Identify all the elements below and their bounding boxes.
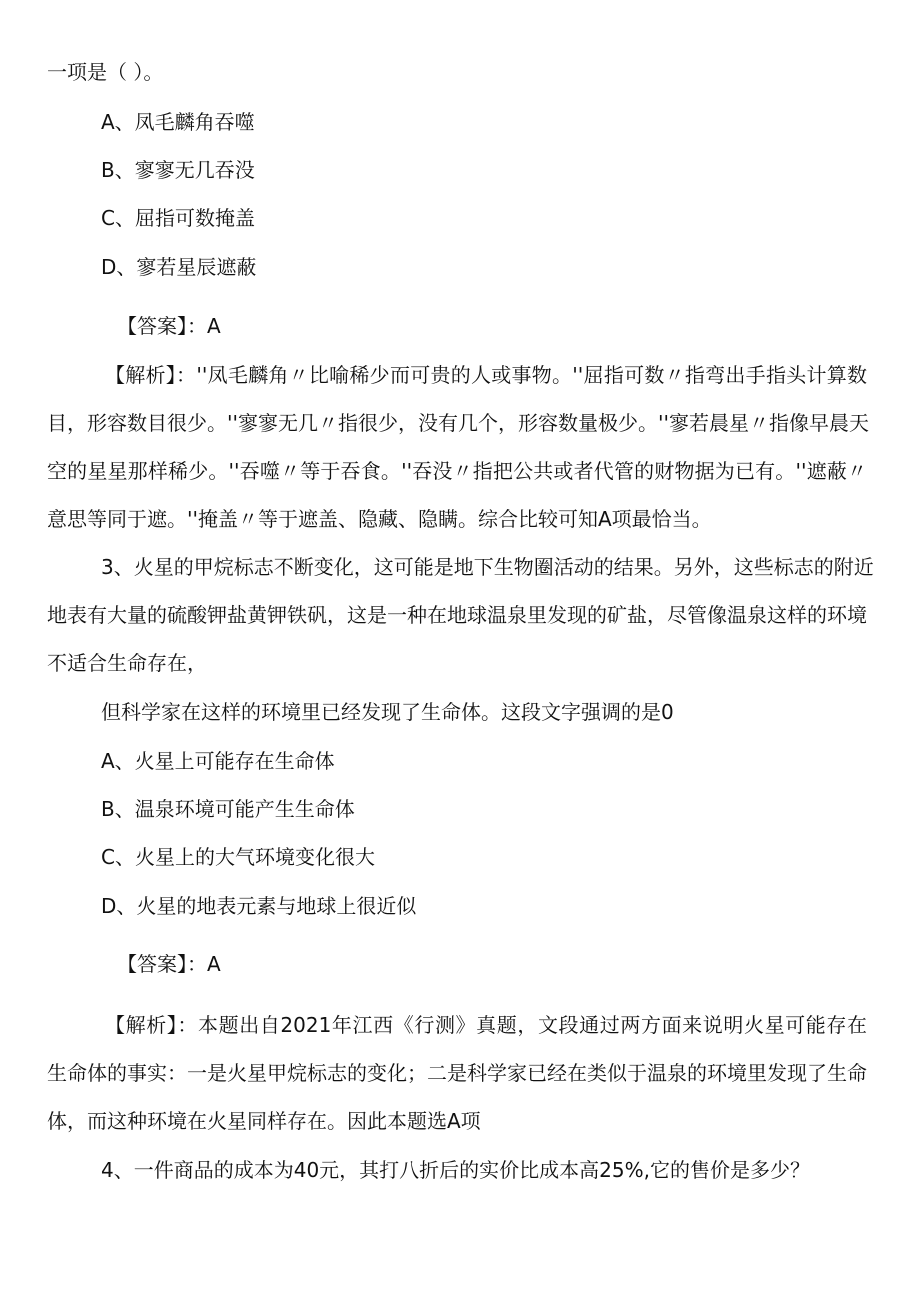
analysis-line: 意思等同于遮。''掩盖〃等于遮盖、隐藏、隐瞒。综合比较可知A项最恰当。 bbox=[47, 507, 712, 531]
analysis-line: 【解析】：本题出自2021年江西《行测》真题，文段通过两方面来说明火星可能存在 bbox=[105, 1013, 867, 1037]
option-b: B、温泉环境可能产生生命体 bbox=[101, 797, 355, 821]
question-stem: 4、一件商品的成本为40元，其打八折后的实价比成本高25%,它的售价是多少？ bbox=[101, 1158, 810, 1182]
question-stem-line: 但科学家在这样的环境里已经发现了生命体。这段文字强调的是0 bbox=[101, 700, 674, 724]
analysis-line: 空的星星那样稀少。''吞噬〃等于吞食。''吞没〃指把公共或者代管的财物据为已有。''遮蔽〃 bbox=[47, 459, 867, 483]
option-d: D、寥若星辰遮蔽 bbox=[101, 255, 257, 279]
answer-label: 【答案】：A bbox=[117, 314, 221, 338]
answer-label: 【答案】：A bbox=[117, 952, 221, 976]
question-stem-line: 3、火星的甲烷标志不断变化，这可能是地下生物圈活动的结果。另外，这些标志的附近 bbox=[101, 555, 874, 579]
option-a: A、凤毛麟角吞噬 bbox=[101, 110, 255, 134]
option-d: D、火星的地表元素与地球上很近似 bbox=[101, 894, 417, 918]
question-stem-tail: 一项是（ ）。 bbox=[47, 60, 164, 84]
analysis-line: 体，而这种环境在火星同样存在。因此本题选A项 bbox=[47, 1109, 481, 1133]
question-stem-line: 不适合生命存在， bbox=[47, 651, 207, 675]
analysis-line: 生命体的事实：一是火星甲烷标志的变化；二是科学家已经在类似于温泉的环境里发现了生命 bbox=[47, 1061, 867, 1085]
analysis-line: 【解析】：''凤毛麟角〃比喻稀少而可贵的人或事物。''屈指可数〃指弯出手指头计算数 bbox=[105, 363, 867, 387]
option-b: B、寥寥无几吞没 bbox=[101, 158, 255, 182]
analysis-line: 目，形容数目很少。''寥寥无几〃指很少，没有几个，形容数量极少。''寥若晨星〃指像早晨天 bbox=[47, 411, 869, 435]
option-c: C、屈指可数掩盖 bbox=[101, 206, 255, 230]
question-stem-line: 地表有大量的硫酸钾盐黄钾铁矾，这是一种在地球温泉里发现的矿盐，尽管像温泉这样的环境 bbox=[47, 603, 867, 627]
option-c: C、火星上的大气环境变化很大 bbox=[101, 845, 375, 869]
option-a: A、火星上可能存在生命体 bbox=[101, 749, 335, 773]
